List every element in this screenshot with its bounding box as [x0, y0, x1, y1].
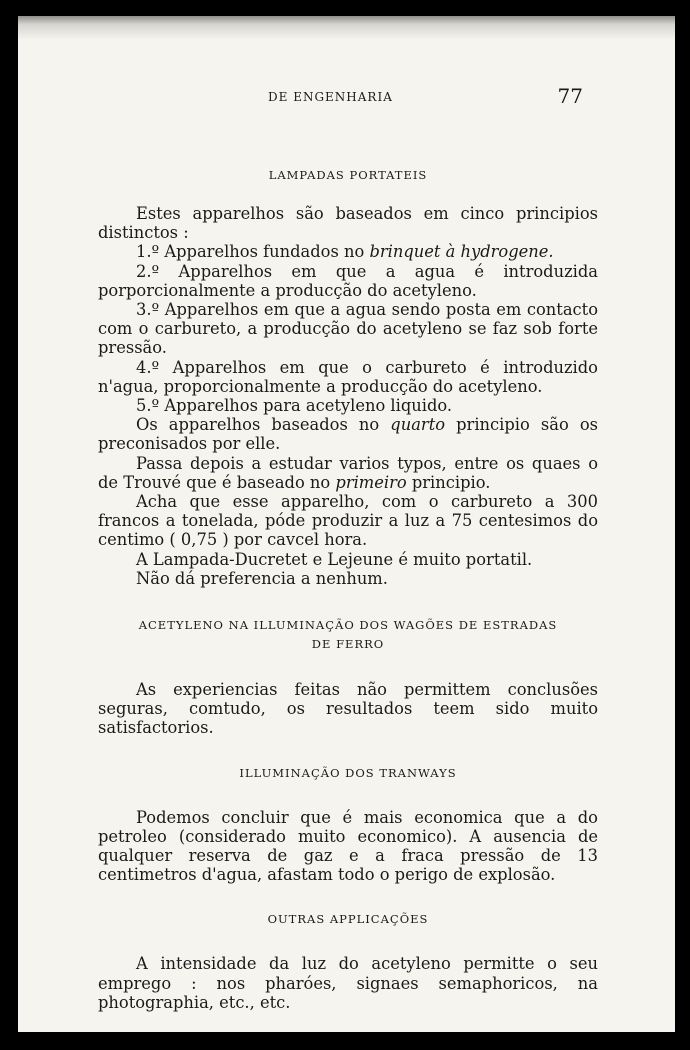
- paragraph-quarto-end: principio são os preconisados por elle.: [98, 415, 599, 454]
- page-number: 77: [557, 84, 583, 108]
- section-title-illuminacao: ILLUMINAÇÃO DOS TRANWAYS: [239, 765, 457, 780]
- paragraph-acha: Acha que esse apparelho, com o carbureto a 300 francos a tonelada, póde produzir a luz a 75 centesimos do centimo ( 0,75 ) por cavcel hora.: [98, 492, 598, 550]
- paragraph-ducretet: A Lampada-Ducretet e Lejeune é muito portatil.: [136, 549, 533, 569]
- list-item-1-text: 1.º Apparelhos fundados no: [136, 242, 370, 262]
- scan-edge-smudge: [18, 16, 675, 50]
- page-header: [18, 84, 675, 112]
- paragraph-trouve-text: Passa depois a estudar varios typos, entre os quaes o de Trouvé que é baseado no: [98, 453, 598, 492]
- list-item-2: 2.º Apparelhos em que a agua é introduzida porporcionalmente a producção do acetyleno.: [98, 261, 598, 300]
- scanned-page: [18, 16, 675, 1032]
- list-item-1: [98, 242, 598, 261]
- paragraph-intro: Estes apparelhos são baseados em cinco principios distinctos :: [98, 204, 598, 243]
- paragraph-acetyleno: As experiencias feitas não permittem conclusões seguras, comtudo, os resultados teem sido muito satisfactorios.: [98, 680, 598, 738]
- section-title-acetyleno: [98, 616, 598, 654]
- page-body: [98, 166, 598, 1012]
- section-title-acetyleno-line2: DE FERRO: [311, 637, 385, 652]
- paragraph-quarto-text: Os apparelhos baseados no: [136, 415, 391, 435]
- paragraph-quarto-emphasis: quarto: [390, 415, 446, 435]
- paragraph-quarto: [98, 415, 598, 453]
- paragraph-trouve: [98, 454, 598, 492]
- paragraph-preferencia: Não dá preferencia a nenhum.: [136, 568, 388, 588]
- section-title-lampadas: LAMPADAS PORTATEIS: [268, 168, 428, 182]
- paragraph-outras: A intensidade da luz do acetyleno permitte o seu emprego : nos pharóes, signaes semaphoricos, na photographia, etc., etc.: [98, 954, 598, 1012]
- paragraph-illuminacao: Podemos concluir que é mais economica que a do petroleo (considerado muito economico). A ausencia de qualquer reserva de gaz e a fraca pressão de 13 centimetros d'agua, afastam todo o perigo de explosão.: [98, 807, 598, 885]
- list-item-4: 4.º Apparelhos em que o carbureto é introduzido n'agua, proporcionalmente a producção do acetyleno.: [98, 357, 598, 396]
- list-item-5: 5.º Apparelhos para acetyleno liquido.: [136, 396, 453, 416]
- list-item-1-emphasis: brinquet à hydrogene.: [369, 242, 554, 262]
- section-title-outras: OUTRAS APPLICAÇÕES: [267, 912, 429, 927]
- list-item-3: 3.º Apparelhos em que a agua sendo posta em contacto com o carbureto, a producção do acetyleno se faz sob forte pressão.: [98, 300, 598, 358]
- running-head: DE ENGENHARIA: [268, 90, 393, 104]
- section-title-acetyleno-line1: ACETYLENO NA ILLUMINAÇÃO DOS WAGÕES DE ESTRADAS: [138, 618, 558, 633]
- paragraph-trouve-emphasis: primeiro: [335, 472, 407, 492]
- paragraph-trouve-end: principio.: [406, 472, 491, 492]
